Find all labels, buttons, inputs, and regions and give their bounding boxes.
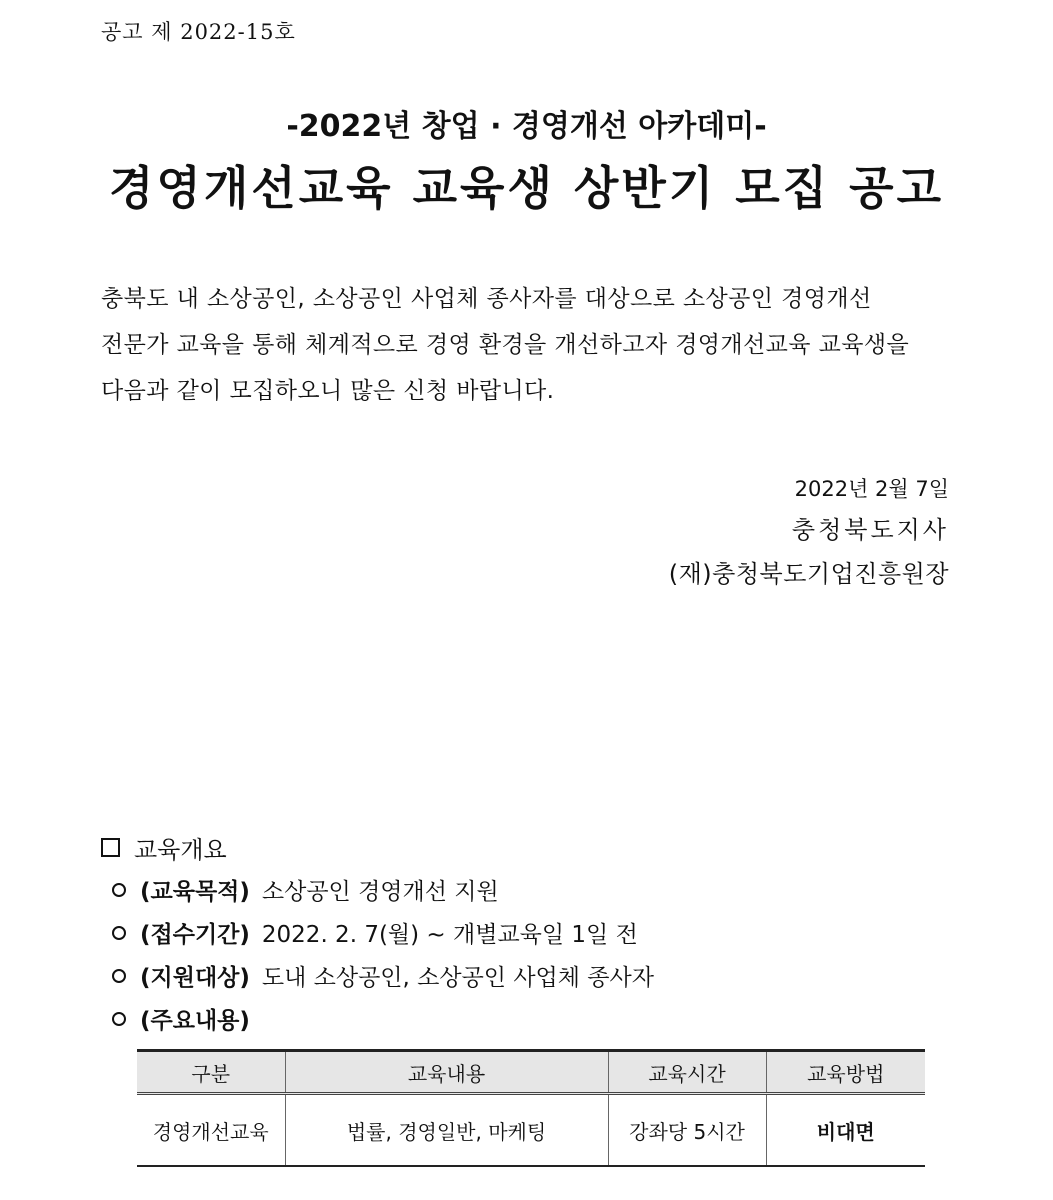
issuer-governor: 충청북도지사: [791, 516, 949, 544]
notice-title: 경영개선교육 교육생 상반기 모집 공고: [108, 161, 945, 215]
table-header-row: [137, 1051, 925, 1094]
notice-date: 2022년 2월 7일: [794, 477, 949, 501]
table-header-cell: 교육내용: [285, 1051, 608, 1094]
notice-number: 공고 제 2022-15호: [101, 20, 296, 44]
overview-item-target: [112, 954, 654, 997]
item-label: (교육목적): [140, 879, 250, 905]
circle-bullet-icon: [112, 1012, 126, 1026]
intro-line: 충북도 내 소상공인, 소상공인 사업체 종사자를 대상으로 소상공인 경영개선: [101, 286, 872, 312]
table-cell: 비대면: [766, 1094, 925, 1167]
circle-bullet-icon: [112, 926, 126, 940]
circle-bullet-icon: [112, 969, 126, 983]
item-label: (주요내용): [140, 1008, 250, 1034]
overview-item-content: [112, 997, 654, 1040]
education-table: [137, 1049, 925, 1167]
section-heading-label: 교육개요: [134, 836, 227, 864]
item-value: 2022. 2. 7(월) ~ 개별교육일 1일 전: [261, 922, 638, 948]
table-cell: 법률, 경영일반, 마케팅: [285, 1094, 608, 1167]
issuer-institution: (재)충청북도기업진흥원장: [668, 560, 949, 588]
table-header-cell: 교육방법: [766, 1051, 925, 1094]
table-header-cell: 교육시간: [608, 1051, 766, 1094]
table-header-cell: 구분: [137, 1051, 285, 1094]
notice-subtitle: -2022년 창업 · 경영개선 아카데미-: [286, 109, 767, 144]
item-value: 도내 소상공인, 소상공인 사업체 종사자: [261, 965, 654, 991]
signature-block: [669, 470, 949, 596]
overview-item-purpose: [112, 868, 654, 911]
table-cell: 경영개선교육: [137, 1094, 285, 1167]
intro-paragraph: [101, 276, 953, 414]
intro-line: 전문가 교육을 통해 체계적으로 경영 환경을 개선하고자 경영개선교육 교육생을: [101, 332, 910, 358]
item-value: 소상공인 경영개선 지원: [261, 879, 499, 905]
overview-list: [112, 868, 654, 1040]
table-cell: 강좌당 5시간: [608, 1094, 766, 1167]
intro-line: 다음과 같이 모집하오니 많은 신청 바랍니다.: [101, 378, 555, 404]
item-label: (접수기간): [140, 922, 250, 948]
overview-item-period: [112, 911, 654, 954]
circle-bullet-icon: [112, 883, 126, 897]
item-label: (지원대상): [140, 965, 250, 991]
section-heading: [101, 830, 227, 865]
square-bullet-icon: [101, 838, 120, 857]
table-row: [137, 1094, 925, 1167]
